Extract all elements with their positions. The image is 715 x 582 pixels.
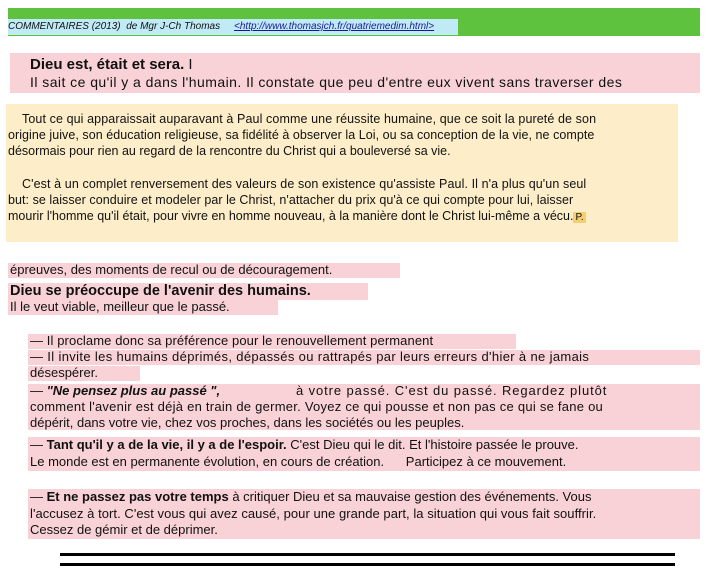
divider-rule bbox=[60, 563, 675, 566]
temps-rest: à critiquer Dieu et sa mauvaise gestion des événements. Vous bbox=[228, 489, 592, 504]
quote-line: origine juive, son éducation religieuse, sa fidélité à observer la Loi, ou sa conception de la vie, ne compte bbox=[8, 128, 595, 142]
temps-bold: Et ne passez pas votre temps bbox=[46, 489, 229, 504]
bullet-passe-line3: dépérit, dans votre vie, chez vos proches, dans les sociétés ou les peuples. bbox=[30, 415, 465, 430]
section-title bbox=[30, 56, 193, 73]
bullet-passe bbox=[30, 383, 220, 399]
bullet-temps-line3: Cessez de gémir et de déprimer. bbox=[30, 522, 218, 537]
paul-badge: P. bbox=[575, 212, 584, 223]
dash: — bbox=[30, 383, 47, 398]
source-name: COMMENTAIRES bbox=[8, 21, 89, 32]
bullet-invite: — Il invite les humains déprimés, dépassés ou rattrapés par leurs erreurs d'hier à ne jamais bbox=[30, 349, 590, 364]
source-year: (2013) bbox=[91, 21, 121, 32]
divider-rule bbox=[60, 553, 675, 556]
quote-line: Tout ce qui apparaissait auparavant à Paul comme une réussite humaine, que ce soit la pureté de son bbox=[22, 112, 597, 126]
espoir-rest: C'est Dieu qui le dit. Et l'histoire passée le prouve. bbox=[286, 437, 579, 452]
bullet-invite-cont: désespérer. bbox=[30, 365, 98, 380]
quote-line bbox=[8, 208, 586, 224]
header-source bbox=[8, 19, 458, 35]
source-link[interactable]: <http://www.thomasjch.fr/quatriemedim.html> bbox=[234, 21, 435, 32]
bullet-temps-line2: l'accusez à tort. C'est vous qui avez causé, pour une grande part, la situation qui vous fait souffrir. bbox=[30, 506, 597, 521]
title-text: Dieu est, était et sera. bbox=[30, 56, 185, 73]
text-cursor: I bbox=[188, 56, 193, 73]
section-subtitle: Il sait ce qu'il y a dans l'humain. Il constate que peu d'entre eux vivent sans traverser des bbox=[30, 74, 623, 90]
section-heading: Dieu se préoccupe de l'avenir des humains. bbox=[10, 283, 311, 299]
bullet-renouvellement: — Il proclame donc sa préférence pour le renouvellement permanent bbox=[30, 333, 434, 348]
quote-line: désormais pour rien au regard de la rencontre du Christ qui a bouleversé sa vie. bbox=[8, 144, 451, 158]
quote-line: but: se laisser conduire et modeler par le Christ, n'attacher du prix qu'à ce qui compte pour lui, laisser bbox=[8, 193, 574, 207]
bullet-espoir bbox=[30, 437, 579, 453]
bullet-passe-rest: à votre passé. C'est du passé. Regardez plutôt bbox=[296, 383, 608, 398]
quote-last-text: mourir l'homme qu'il était, pour vivre en homme nouveau, à la manière dont le Christ lui-même a vécu. bbox=[8, 209, 574, 223]
continuation-text: épreuves, des moments de recul ou de découragement. bbox=[10, 262, 333, 277]
quote-ne-pensez: "Ne pensez plus au passé ", bbox=[46, 383, 221, 398]
dash: — bbox=[30, 489, 47, 504]
section-sub: Il le veut viable, meilleur que le passé. bbox=[10, 299, 230, 314]
source-author: de Mgr J-Ch Thomas bbox=[126, 21, 221, 32]
bullet-temps bbox=[30, 489, 591, 505]
espoir-bold: Tant qu'il y a de la vie, il y a de l'espoir. bbox=[46, 437, 287, 452]
quote-line: C'est à un complet renversement des valeurs de son existence qu'assiste Paul. Il n'a plus qu'un seul bbox=[22, 177, 587, 191]
bullet-espoir-line2: Le monde est en permanente évolution, en cours de création. Participez à ce mouvement. bbox=[30, 454, 567, 469]
bullet-passe-line2: comment l'avenir est déjà en train de germer. Voyez ce qui pousse et non pas ce qui se fane ou bbox=[30, 399, 604, 414]
dash: — bbox=[30, 437, 47, 452]
